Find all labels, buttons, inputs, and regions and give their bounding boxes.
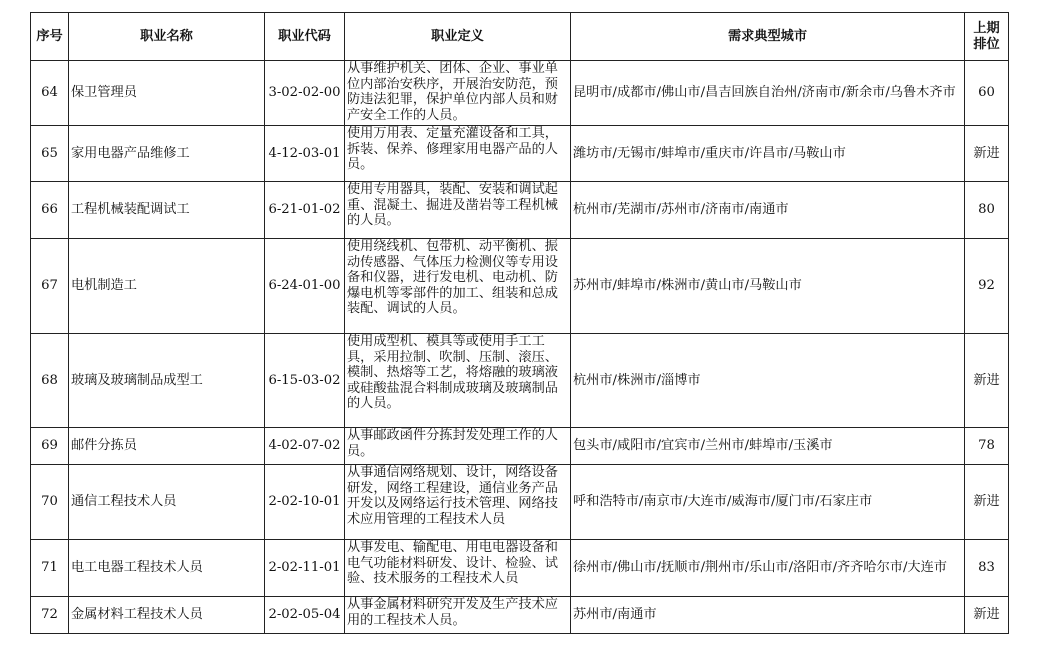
header-cities: 需求典型城市: [571, 13, 965, 61]
cell-definition: 从事金属材料研究开发及生产技术应用的工程技术人员。: [345, 597, 571, 634]
cell-rank: 92: [965, 239, 1009, 334]
table-row: [31, 334, 1009, 428]
cell-definition: 使用成型机、模具等或使用手工工具，采用拉制、吹制、压制、滚压、模制、热熔等工艺，将熔融的玻璃液或硅酸盐混合料制成玻璃及玻璃制品的人员。: [345, 334, 571, 428]
cell-definition: 使用专用器具，装配、安装和调试起重、混凝土、掘进及凿岩等工程机械的人员。: [345, 182, 571, 239]
cell-cities: 杭州市/芜湖市/苏州市/济南市/南通市: [571, 182, 965, 239]
cell-code: 6-24-01-00: [265, 239, 345, 334]
cell-seq: 65: [31, 126, 69, 182]
cell-definition: 从事发电、输配电、用电电器设备和电气功能材料研发、设计、检验、试验、技术服务的工程技术人员: [345, 540, 571, 597]
cell-cities: 苏州市/蚌埠市/株洲市/黄山市/马鞍山市: [571, 239, 965, 334]
cell-code: 4-12-03-01: [265, 126, 345, 182]
cell-seq: 64: [31, 61, 69, 126]
cell-code: 4-02-07-02: [265, 428, 345, 465]
cell-name: 家用电器产品维修工: [69, 126, 265, 182]
header-definition: 职业定义: [345, 13, 571, 61]
table-row: [31, 428, 1009, 465]
header-code: 职业代码: [265, 13, 345, 61]
cell-definition: 从事通信网络规划、设计，网络设备研发，网络工程建设，通信业务产品开发以及网络运行技术管理、网络技术应用管理的工程技术人员: [345, 465, 571, 540]
cell-rank: 83: [965, 540, 1009, 597]
cell-code: 2-02-05-04: [265, 597, 345, 634]
cell-rank: 新进: [965, 597, 1009, 634]
table-row: [31, 540, 1009, 597]
header-rank: [965, 13, 1009, 61]
cell-cities: 呼和浩特市/南京市/大连市/威海市/厦门市/石家庄市: [571, 465, 965, 540]
cell-cities: 杭州市/株洲市/淄博市: [571, 334, 965, 428]
cell-code: 2-02-11-01: [265, 540, 345, 597]
cell-cities: 潍坊市/无锡市/蚌埠市/重庆市/许昌市/马鞍山市: [571, 126, 965, 182]
cell-code: 3-02-02-00: [265, 61, 345, 126]
cell-name: 电机制造工: [69, 239, 265, 334]
table-row: [31, 597, 1009, 634]
cell-seq: 70: [31, 465, 69, 540]
occupation-table: [30, 12, 1009, 634]
cell-seq: 68: [31, 334, 69, 428]
table-row: [31, 465, 1009, 540]
cell-rank: 新进: [965, 465, 1009, 540]
cell-code: 2-02-10-01: [265, 465, 345, 540]
cell-name: 保卫管理员: [69, 61, 265, 126]
cell-cities: 包头市/咸阳市/宜宾市/兰州市/蚌埠市/玉溪市: [571, 428, 965, 465]
cell-name: 工程机械装配调试工: [69, 182, 265, 239]
cell-name: 电工电器工程技术人员: [69, 540, 265, 597]
table-row: [31, 182, 1009, 239]
cell-cities: 苏州市/南通市: [571, 597, 965, 634]
table-row: [31, 126, 1009, 182]
cell-code: 6-21-01-02: [265, 182, 345, 239]
header-rank-line2: 排位: [973, 36, 1000, 52]
cell-cities: 徐州市/佛山市/抚顺市/荆州市/乐山市/洛阳市/齐齐哈尔市/大连市: [571, 540, 965, 597]
header-rank-line1: 上期: [973, 20, 1000, 36]
table-row: [31, 61, 1009, 126]
cell-name: 邮件分拣员: [69, 428, 265, 465]
header-row: [31, 13, 1009, 61]
cell-cities: 昆明市/成都市/佛山市/昌吉回族自治州/济南市/新余市/乌鲁木齐市: [571, 61, 965, 126]
cell-definition: 从事维护机关、团体、企业、事业单位内部治安秩序，开展治安防范，预防违法犯罪，保护单位内部人员和财产安全工作的人员。: [345, 61, 571, 126]
header-seq: 序号: [31, 13, 69, 61]
cell-name: 金属材料工程技术人员: [69, 597, 265, 634]
cell-rank: 60: [965, 61, 1009, 126]
cell-seq: 72: [31, 597, 69, 634]
cell-rank: 新进: [965, 126, 1009, 182]
cell-name: 通信工程技术人员: [69, 465, 265, 540]
cell-rank: 78: [965, 428, 1009, 465]
cell-seq: 66: [31, 182, 69, 239]
cell-definition: 使用绕线机、包带机、动平衡机、振动传感器、气体压力检测仪等专用设备和仪器，进行发电机、电动机、防爆电机等零部件的加工、组装和总成装配、调试的人员。: [345, 239, 571, 334]
cell-rank: 80: [965, 182, 1009, 239]
cell-seq: 67: [31, 239, 69, 334]
header-name: 职业名称: [69, 13, 265, 61]
cell-seq: 69: [31, 428, 69, 465]
cell-name: 玻璃及玻璃制品成型工: [69, 334, 265, 428]
cell-rank: 新进: [965, 334, 1009, 428]
table-row: [31, 239, 1009, 334]
cell-definition: 从事邮政函件分拣封发处理工作的人员。: [345, 428, 571, 465]
cell-seq: 71: [31, 540, 69, 597]
cell-code: 6-15-03-02: [265, 334, 345, 428]
cell-definition: 使用万用表、定量充灌设备和工具，拆装、保养、修理家用电器产品的人员。: [345, 126, 571, 182]
